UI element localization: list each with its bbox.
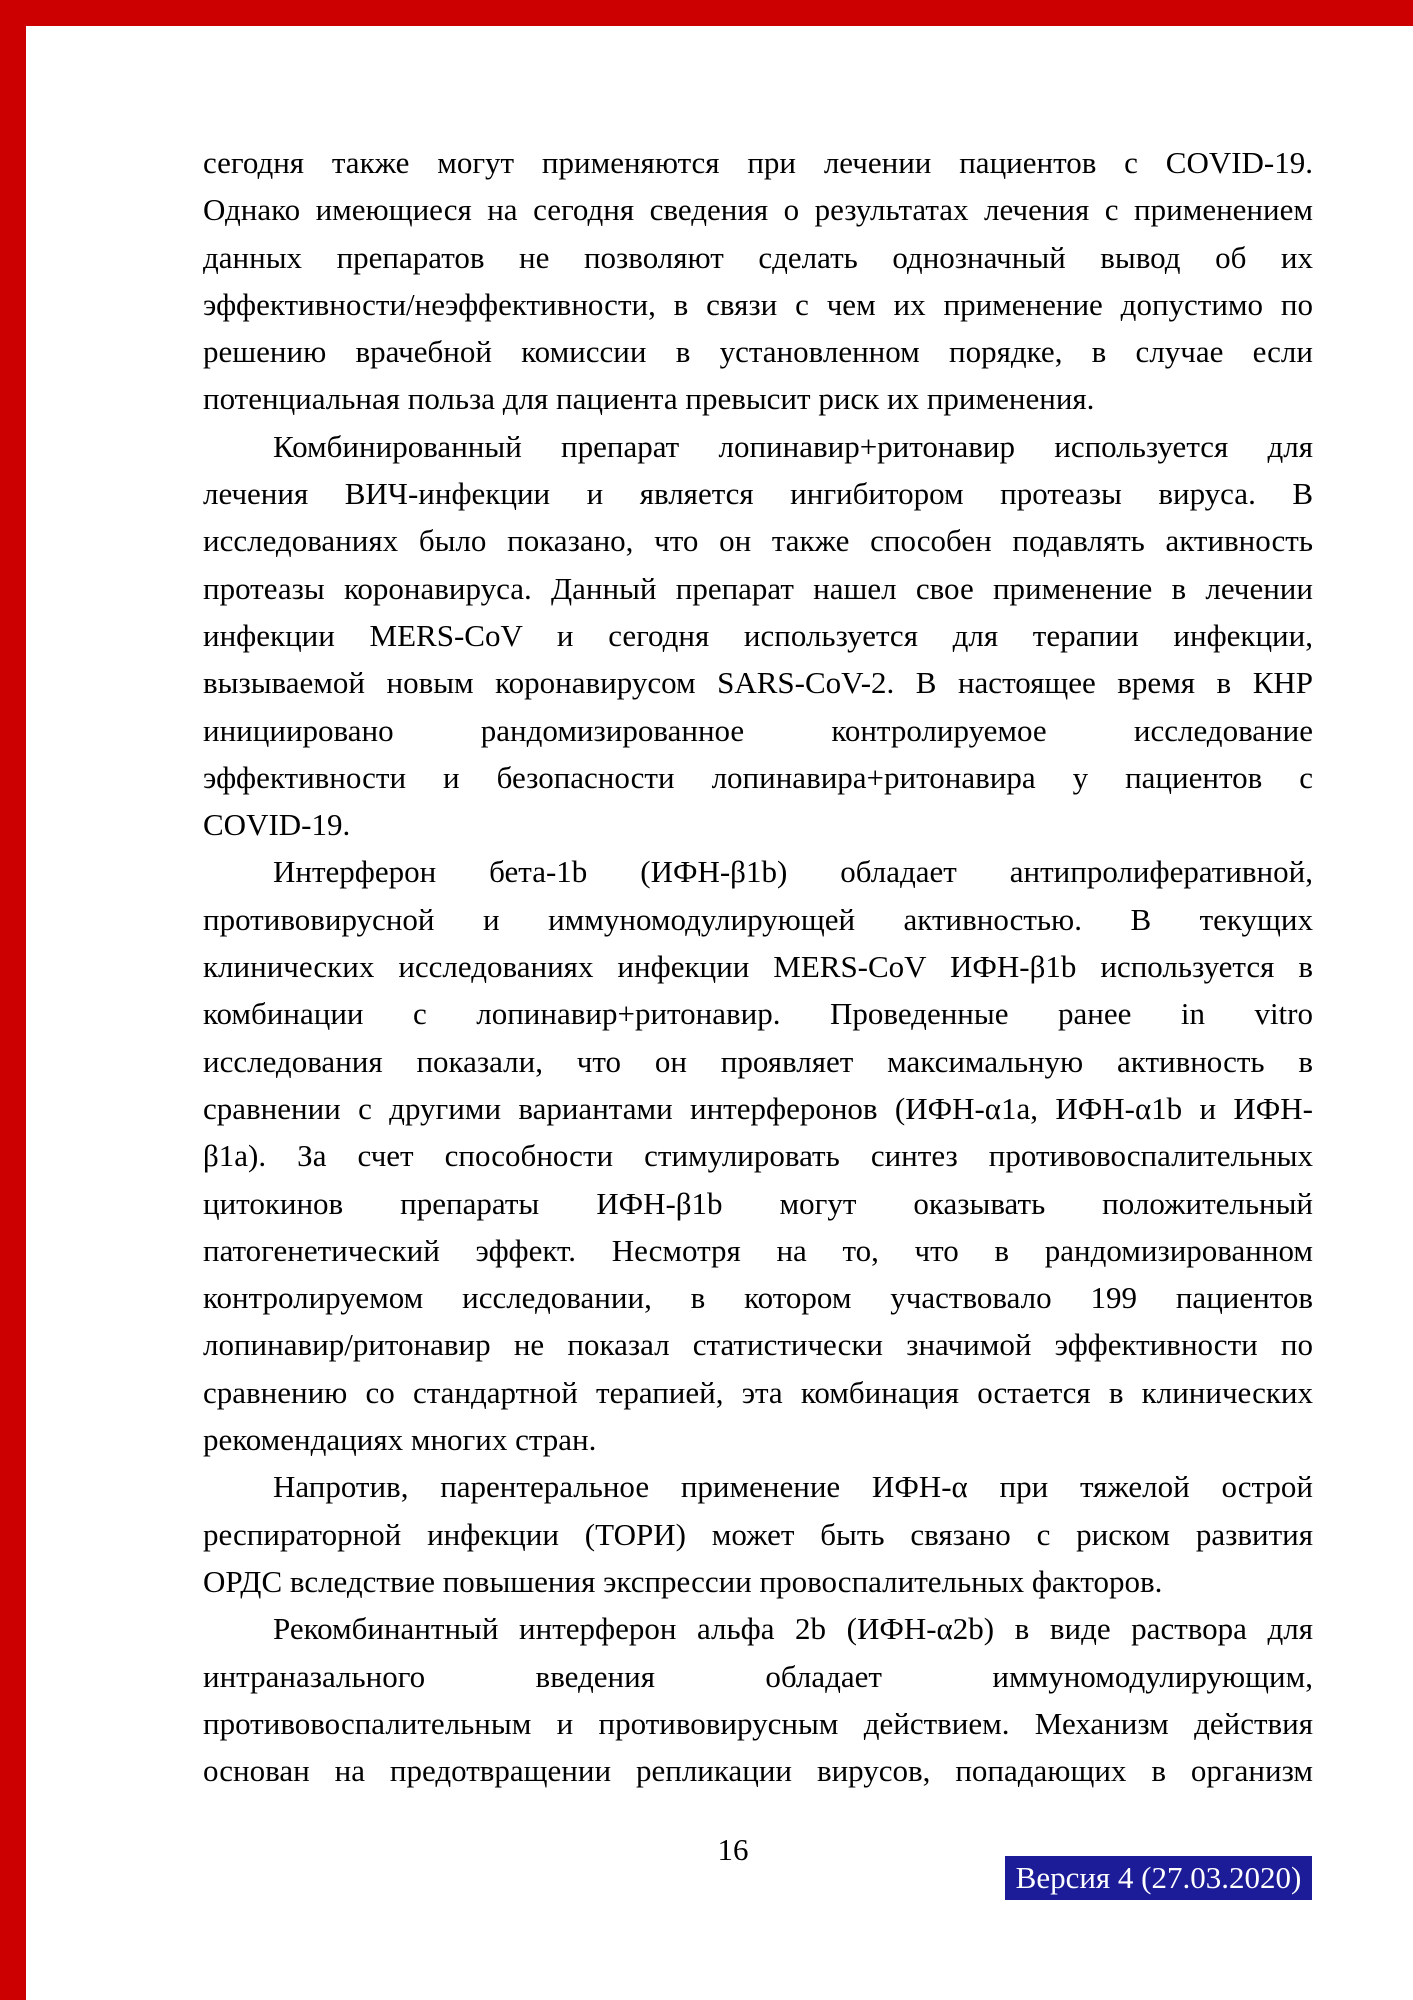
text-line: лечения ВИЧ-инфекции и является ингибитором протеазы вируса. В [203, 476, 1313, 512]
text-line: инфекции MERS-CoV и сегодня используется для терапии инфекции, [203, 617, 1313, 653]
text-line: ОРДС вследствие повышения экспрессии провоспалительных факторов. [203, 1563, 1163, 1599]
text-line: данных препаратов не позволяют сделать однозначный вывод об их [203, 239, 1313, 275]
text-line: Комбинированный препарат лопинавир+ритонавир используется для [273, 428, 1313, 464]
text-line: Рекомбинантный интерферон альфа 2b (ИФН-α2b) в виде раствора для [273, 1611, 1313, 1647]
text-line: патогенетический эффект. Несмотря на то, что в рандомизированном [203, 1232, 1313, 1268]
text-line: Интерферон бета-1b (ИФН-β1b) обладает антипролиферативной, [273, 854, 1313, 890]
text-block [203, 139, 1313, 1794]
text-line: сегодня также могут применяются при лечении пациентов с COVID-19. [203, 145, 1313, 180]
text-line: основан на предотвращении репликации вирусов, попадающих в организм [203, 1753, 1313, 1789]
text-line: клинических исследованиях инфекции MERS-CoV ИФН-β1b используется в [203, 949, 1313, 985]
text-line: Однако имеющиеся на сегодня сведения о результатах лечения с применением [203, 192, 1313, 228]
text-line: рекомендациях многих стран. [203, 1422, 597, 1458]
text-line: контролируемом исследовании, в котором участвовало 199 пациентов [203, 1280, 1313, 1316]
text-line: лопинавир/ритонавир не показал статистически значимой эффективности по [203, 1327, 1313, 1363]
text-line: противовоспалительным и противовирусным действием. Механизм действия [203, 1705, 1313, 1741]
text-line: Напротив, парентеральное применение ИФН-α при тяжелой острой [273, 1469, 1313, 1505]
red-left-edge-marker [0, 0, 26, 2000]
text-line: COVID-19. [203, 807, 351, 843]
text-line: респираторной инфекции (ТОРИ) может быть связано с риском развития [203, 1516, 1313, 1552]
page-number: 16 [717, 1832, 749, 1867]
text-line: исследованиях было показано, что он также способен подавлять активность [203, 523, 1313, 559]
text-line: протеазы коронавируса. Данный препарат нашел свое применение в лечении [203, 570, 1313, 606]
text-line: интраназального введения обладает иммуномодулирующим, [203, 1658, 1313, 1694]
red-top-edge-marker [0, 0, 1413, 26]
text-line: сравнению со стандартной терапией, эта комбинация остается в клинических [203, 1374, 1313, 1410]
text-line: противовирусной и иммуномодулирующей активностью. В текущих [203, 901, 1313, 937]
text-line: исследования показали, что он проявляет максимальную активность в [203, 1043, 1313, 1079]
text-line: β1a). За счет способности стимулировать синтез противовоспалительных [203, 1138, 1313, 1174]
text-line: решению врачебной комиссии в установленном порядке, в случае если [203, 334, 1313, 370]
text-line: вызываемой новым коронавирусом SARS-CoV-2. В настоящее время в КНР [203, 665, 1313, 701]
version-badge: Версия 4 (27.03.2020) [1005, 1856, 1312, 1900]
text-line: сравнении с другими вариантами интерферонов (ИФН-α1a, ИФН-α1b и ИФН- [203, 1090, 1313, 1126]
text-line: инициировано рандомизированное контролируемое исследование [203, 712, 1313, 748]
text-line: эффективности/неэффективности, в связи с чем их применение допустимо по [203, 286, 1313, 322]
text-line: эффективности и безопасности лопинавира+ритонавира у пациентов с [203, 759, 1313, 795]
text-line: потенциальная польза для пациента превысит риск их применения. [203, 381, 1095, 417]
text-line: цитокинов препараты ИФН-β1b могут оказывать положительный [203, 1185, 1313, 1221]
text-line: комбинации с лопинавир+ритонавир. Проведенные ранее in vitro [203, 996, 1313, 1032]
